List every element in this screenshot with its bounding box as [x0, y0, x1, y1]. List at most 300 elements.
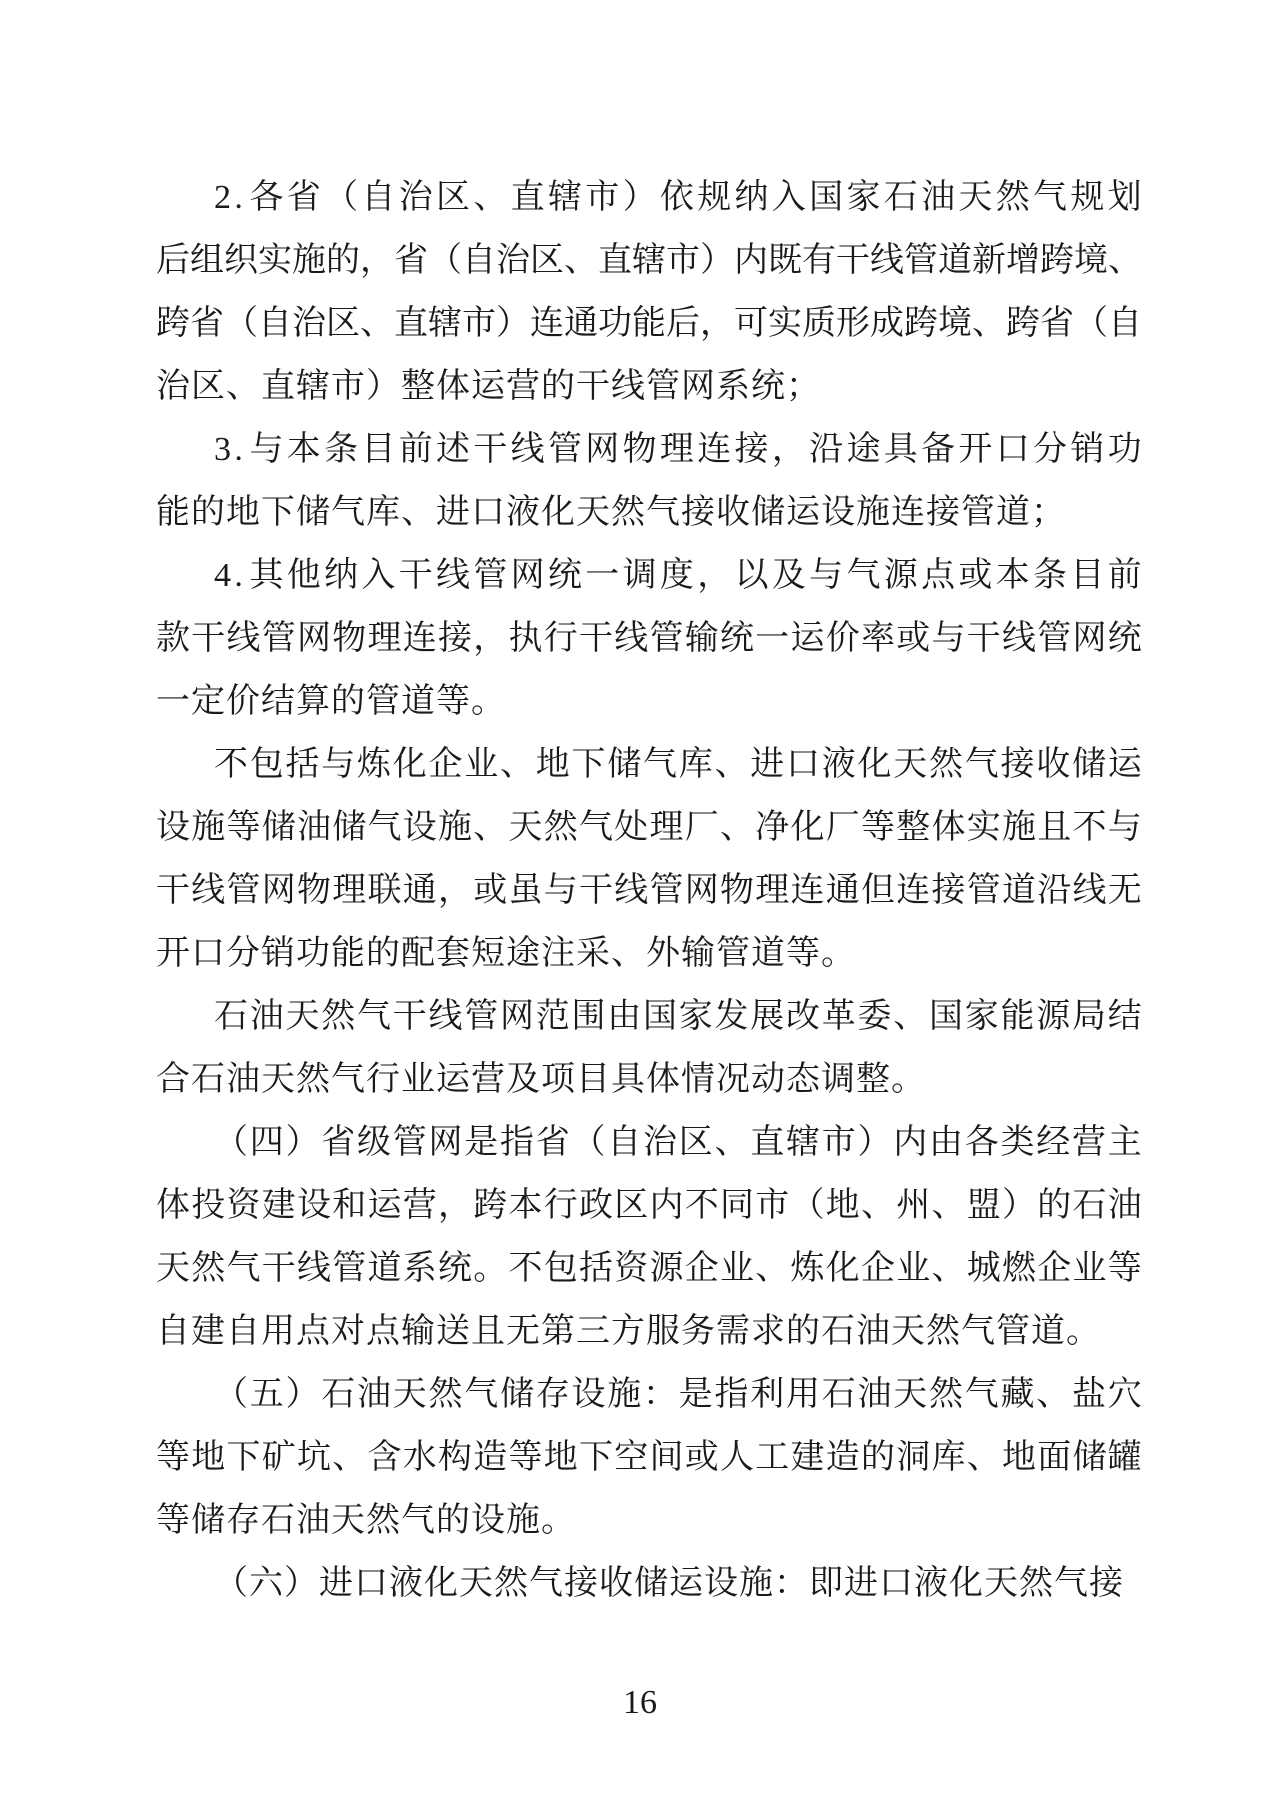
- text-char: 连: [896, 872, 931, 909]
- text-char: 处: [614, 809, 649, 846]
- text-char: 或: [473, 872, 508, 909]
- text-char: 境: [1074, 242, 1108, 279]
- text-char: 自: [462, 242, 496, 279]
- text-char: 营: [402, 1187, 437, 1224]
- text-char: 管: [547, 431, 582, 468]
- text-char: ）: [1002, 1187, 1036, 1224]
- text-char: 内: [649, 1187, 684, 1224]
- text-char: 口: [786, 746, 820, 783]
- text-char: 直: [510, 179, 545, 216]
- text-char: 织: [224, 242, 258, 279]
- text-char: 指: [500, 1124, 534, 1161]
- text-char: 行: [543, 1187, 578, 1224]
- text-char: 度: [659, 557, 694, 594]
- text-char: 造: [825, 1439, 860, 1476]
- text-char: 、: [1036, 1376, 1071, 1413]
- text-char: 市: [755, 1187, 790, 1224]
- text-char: 联: [367, 872, 402, 909]
- text-char: 其: [249, 557, 284, 594]
- text-char: 增: [1006, 242, 1040, 279]
- text-char: 道: [367, 1250, 402, 1287]
- text-char: 跨: [473, 1187, 508, 1224]
- text-char: 管: [966, 872, 1001, 909]
- text-char: 管: [261, 620, 296, 657]
- text-char: 条: [324, 431, 359, 468]
- text-char: 库: [678, 746, 713, 783]
- text-char: 理: [659, 431, 694, 468]
- text-char: 网: [510, 557, 545, 594]
- text-char: 款: [156, 620, 190, 657]
- text-char: 或: [958, 557, 993, 594]
- text-char: 盟: [966, 1187, 1001, 1224]
- text-char: 、: [714, 746, 749, 783]
- text-char: （: [324, 179, 359, 216]
- text-char: 道: [1002, 872, 1036, 909]
- text-line: 等储存石油天然气的设施。: [156, 1502, 576, 1539]
- text-char: 内: [893, 1124, 928, 1161]
- text-char: 沿: [1037, 872, 1072, 909]
- text-line: 自建自用点对点输送且无第三方服务需求的石油天然气管道。: [156, 1313, 1101, 1350]
- text-char: 且: [1037, 809, 1072, 846]
- text-char: 资: [614, 1250, 649, 1287]
- text-char: 销: [1070, 431, 1105, 468]
- text-char: 然: [995, 179, 1030, 216]
- text-char: 连: [790, 872, 825, 909]
- text-char: ，: [771, 431, 806, 468]
- text-char: 与: [809, 557, 844, 594]
- text-char: 物: [622, 431, 657, 468]
- text-char: 形: [836, 305, 870, 342]
- text-char: 的: [326, 242, 360, 279]
- text-char: 管: [392, 1124, 427, 1161]
- text-char: 口: [995, 431, 1030, 468]
- text-char: 局: [1072, 998, 1106, 1035]
- text-char: 接: [438, 620, 472, 657]
- text-char: 省: [1040, 305, 1074, 342]
- text-char: ）: [622, 179, 657, 216]
- text-char: ）: [496, 305, 530, 342]
- text-char: 等: [861, 809, 895, 846]
- text-char: 线: [436, 557, 470, 594]
- text-char: 线: [428, 998, 463, 1035]
- text-char: 或: [896, 620, 931, 657]
- text-char: 石: [214, 998, 248, 1035]
- text-char: 市: [585, 179, 620, 216]
- text-char: 化: [857, 746, 892, 783]
- text-char: .: [234, 557, 243, 594]
- text-char: 区: [326, 305, 360, 342]
- text-char: 述: [436, 431, 470, 468]
- text-char: 化: [790, 809, 825, 846]
- text-char: 4: [214, 557, 231, 594]
- text-char: 、: [861, 1187, 895, 1224]
- text-char: 、: [473, 809, 508, 846]
- text-char: 网: [428, 1124, 463, 1161]
- text-char: 家: [964, 998, 999, 1035]
- text-char: 统: [720, 620, 754, 657]
- text-char: 然: [428, 1376, 463, 1413]
- text-char: 洞: [896, 1439, 931, 1476]
- text-char: 业: [896, 1250, 931, 1287]
- text-char: 功: [1107, 431, 1142, 468]
- text-char: 途: [846, 431, 881, 468]
- text-char: 新: [972, 242, 1006, 279]
- text-char: 施: [191, 809, 226, 846]
- text-char: 地: [191, 1439, 226, 1476]
- text-char: 然: [929, 746, 963, 783]
- text-char: 存: [535, 1376, 570, 1413]
- text-char: 然: [191, 1250, 226, 1287]
- text-char: 、: [332, 1439, 367, 1476]
- text-char: 委: [857, 998, 892, 1035]
- text-char: 穴: [1107, 1376, 1142, 1413]
- text-char: 接: [931, 872, 966, 909]
- text-char: 跨: [156, 305, 190, 342]
- text-char: 线: [614, 620, 649, 657]
- text-char: 治: [292, 305, 326, 342]
- text-char: 储: [1072, 746, 1106, 783]
- text-char: 整: [896, 809, 931, 846]
- text-char: 能: [632, 305, 666, 342]
- text-char: 设: [297, 1187, 331, 1224]
- text-char: 线: [614, 872, 649, 909]
- text-char: 本: [995, 557, 1030, 594]
- text-char: 线: [191, 872, 226, 909]
- text-char: 治: [398, 179, 433, 216]
- text-char: 后: [666, 305, 700, 342]
- text-char: 系: [402, 1250, 437, 1287]
- text-char: 省: [321, 1124, 356, 1161]
- text-char: 括: [285, 746, 320, 783]
- text-char: 网: [500, 998, 534, 1035]
- text-char: 、: [360, 305, 394, 342]
- text-char: 家: [678, 998, 713, 1035]
- text-char: 体: [931, 809, 966, 846]
- text-char: 国: [809, 179, 844, 216]
- text-char: 设: [156, 809, 190, 846]
- text-char: 革: [821, 998, 856, 1035]
- text-char: 干: [392, 998, 427, 1035]
- text-char: 液: [821, 746, 856, 783]
- text-char: 储: [261, 809, 296, 846]
- text-char: 发: [714, 998, 749, 1035]
- text-char: 石: [821, 1376, 856, 1413]
- text-char: 业: [720, 1250, 754, 1287]
- text-char: 境: [938, 305, 972, 342]
- text-char: 前: [398, 431, 433, 468]
- text-char: 、: [931, 1250, 966, 1287]
- text-line: [156, 607, 1142, 670]
- text-char: 虽: [508, 872, 543, 909]
- text-line: [156, 1426, 1142, 1489]
- text-char: 然: [929, 1376, 963, 1413]
- text-char: 区: [678, 1124, 713, 1161]
- text-char: 城: [966, 1250, 1001, 1287]
- text-char: （: [224, 305, 258, 342]
- text-char: ）: [285, 1124, 320, 1161]
- text-char: 与: [249, 431, 284, 468]
- text-char: 辖: [428, 305, 462, 342]
- text-line: [156, 985, 1142, 1048]
- text-line: [156, 229, 1142, 292]
- text-char: 然: [321, 998, 356, 1035]
- text-line: 合石油天然气行业运营及项目具体情况动态调整。: [156, 1061, 926, 1098]
- text-char: 价: [825, 620, 860, 657]
- text-char: 点: [921, 557, 956, 594]
- text-char: 天: [156, 1250, 190, 1287]
- text-char: 炼: [357, 746, 391, 783]
- text-char: 实: [258, 242, 292, 279]
- text-char: 气: [357, 998, 391, 1035]
- text-char: 与: [543, 872, 578, 909]
- text-char: 治: [643, 1124, 677, 1161]
- text-char: 。: [473, 1250, 508, 1287]
- text-char: 矿: [261, 1439, 296, 1476]
- text-char: 通: [564, 305, 598, 342]
- text-char: 通: [402, 872, 437, 909]
- text-char: 和: [332, 1187, 367, 1224]
- text-char: 网: [585, 431, 620, 468]
- text-char: 规: [1070, 179, 1105, 216]
- text-char: 管: [649, 620, 684, 657]
- text-line: [156, 544, 1142, 607]
- text-char: 网: [297, 620, 331, 657]
- text-char: （: [214, 1376, 248, 1413]
- text-char: ：: [643, 1376, 677, 1413]
- text-char: 、: [720, 809, 754, 846]
- text-char: 区: [436, 179, 470, 216]
- text-char: 范: [535, 998, 570, 1035]
- text-char: 有: [802, 242, 836, 279]
- text-char: 与: [931, 620, 966, 657]
- text-char: 各: [249, 179, 284, 216]
- text-char: 辖: [632, 242, 666, 279]
- text-char: 的: [861, 1439, 895, 1476]
- text-char: 地: [1002, 1439, 1036, 1476]
- text-char: 改: [786, 998, 820, 1035]
- text-char: 石: [321, 1376, 356, 1413]
- text-char: 网: [261, 872, 296, 909]
- text-char: 质: [802, 305, 836, 342]
- text-char: 物: [720, 872, 754, 909]
- text-char: 天: [958, 179, 993, 216]
- text-char: 直: [598, 242, 632, 279]
- text-char: 油: [357, 1376, 391, 1413]
- text-char: 天: [508, 809, 543, 846]
- text-char: 家: [846, 179, 881, 216]
- text-char: 率: [861, 620, 895, 657]
- text-char: 设: [571, 1376, 606, 1413]
- text-char: 由: [929, 1124, 963, 1161]
- text-char: 、: [972, 305, 1006, 342]
- text-char: ，: [360, 242, 394, 279]
- text-char: 具: [883, 431, 918, 468]
- text-char: 、: [500, 746, 534, 783]
- text-char: 面: [1037, 1439, 1072, 1476]
- text-char: 接: [1000, 746, 1035, 783]
- text-char: 道: [938, 242, 972, 279]
- text-char: 线: [297, 1250, 331, 1287]
- text-char: 组: [190, 242, 224, 279]
- text-char: 投: [191, 1187, 226, 1224]
- text-char: 炼: [790, 1250, 825, 1287]
- text-char: 地: [535, 746, 570, 783]
- text-char: ）: [700, 242, 734, 279]
- text-char: 气: [579, 809, 613, 846]
- text-char: 不: [214, 746, 248, 783]
- text-char: 能: [1000, 998, 1035, 1035]
- text-char: 省: [286, 179, 321, 216]
- text-char: 油: [857, 1376, 892, 1413]
- text-char: 不: [684, 1187, 719, 1224]
- text-line: [156, 1363, 1142, 1426]
- text-char: 、: [966, 1439, 1001, 1476]
- text-line: [156, 1237, 1142, 1300]
- text-char: 气: [226, 1250, 261, 1287]
- text-char: 企: [684, 1250, 719, 1287]
- text-char: 储: [500, 1376, 534, 1413]
- text-char: 直: [750, 1124, 785, 1161]
- text-char: 等: [508, 1439, 543, 1476]
- text-char: 管: [1037, 620, 1072, 657]
- text-char: 含: [367, 1439, 402, 1476]
- text-line: [156, 733, 1142, 796]
- text-char: 级: [357, 1124, 391, 1161]
- text-char: 线: [1002, 620, 1036, 657]
- text-char: .: [234, 431, 243, 468]
- text-char: 与: [1107, 809, 1142, 846]
- text-char: 利: [750, 1376, 785, 1413]
- text-char: 纳: [734, 179, 769, 216]
- text-char: 的: [1037, 1187, 1072, 1224]
- text-char: 、: [1108, 242, 1142, 279]
- text-char: 一: [585, 557, 620, 594]
- text-char: 源: [1036, 998, 1071, 1035]
- text-char: 与: [321, 746, 356, 783]
- text-char: 管: [904, 242, 938, 279]
- text-char: 管: [332, 1250, 367, 1287]
- text-char: 实: [966, 809, 1001, 846]
- text-char: 调: [622, 557, 657, 594]
- text-char: 运: [367, 1187, 402, 1224]
- text-char: 直: [394, 305, 428, 342]
- text-char: 源: [649, 1250, 684, 1287]
- text-char: 下: [571, 746, 606, 783]
- text-char: 前: [1107, 557, 1142, 594]
- text-char: 、: [564, 242, 598, 279]
- text-char: 但: [861, 872, 895, 909]
- text-char: 油: [249, 998, 284, 1035]
- text-char: 施: [292, 242, 326, 279]
- text-char: 实: [768, 305, 802, 342]
- text-char: 天: [893, 1376, 928, 1413]
- text-char: 入: [771, 179, 806, 216]
- text-char: 、: [931, 1187, 966, 1224]
- text-char: 净: [755, 809, 790, 846]
- text-char: 输: [684, 620, 719, 657]
- text-char: 造: [473, 1439, 508, 1476]
- text-char: ，: [697, 557, 732, 594]
- text-char: 理: [332, 872, 367, 909]
- text-char: 条: [1033, 557, 1067, 594]
- text-char: 空: [614, 1439, 649, 1476]
- text-char: 统: [438, 1250, 472, 1287]
- text-char: 储: [332, 809, 367, 846]
- text-char: 无: [1107, 872, 1142, 909]
- text-char: 石: [1072, 1187, 1107, 1224]
- text-char: 运: [1107, 746, 1142, 783]
- text-char: 人: [720, 1439, 754, 1476]
- text-char: 自: [607, 1124, 642, 1161]
- text-line: 一定价结算的管道等。: [156, 683, 506, 720]
- text-char: 干: [473, 431, 508, 468]
- text-char: 线: [870, 242, 904, 279]
- text-char: 及: [771, 557, 806, 594]
- text-char: 3: [214, 431, 231, 468]
- text-char: 国: [929, 998, 963, 1035]
- text-char: 、: [473, 179, 508, 216]
- text-char: 国: [643, 998, 677, 1035]
- text-char: 业: [1072, 1250, 1107, 1287]
- text-char: 间: [649, 1439, 684, 1476]
- text-char: 化: [825, 1250, 860, 1287]
- text-char: 五: [249, 1376, 284, 1413]
- text-char: 等: [226, 809, 261, 846]
- document-body: [156, 166, 1142, 1615]
- text-char: 网: [1072, 620, 1107, 657]
- text-char: 自: [361, 179, 396, 216]
- text-char: 市: [821, 1124, 856, 1161]
- text-char: 展: [750, 998, 785, 1035]
- text-char: 备: [921, 431, 956, 468]
- text-char: 物: [332, 620, 367, 657]
- text-line: [156, 1174, 1142, 1237]
- text-char: 划: [1107, 179, 1142, 216]
- text-char: 资: [226, 1187, 261, 1224]
- text-char: 后: [156, 242, 190, 279]
- text-char: 燃: [1002, 1250, 1036, 1287]
- text-char: 藏: [1000, 1376, 1035, 1413]
- text-char: 理: [755, 872, 790, 909]
- text-char: 收: [1036, 746, 1071, 783]
- text-char: 2: [214, 179, 231, 216]
- text-line: 治区、直辖市）整体运营的干线管网系统；: [156, 368, 821, 405]
- text-char: 行: [543, 620, 578, 657]
- text-line: [156, 418, 1142, 481]
- text-char: 用: [786, 1376, 820, 1413]
- text-char: 连: [530, 305, 564, 342]
- text-char: 设: [402, 809, 437, 846]
- text-char: 一: [755, 620, 790, 657]
- text-char: 同: [720, 1187, 754, 1224]
- text-char: 由: [607, 998, 642, 1035]
- text-char: 或: [684, 1439, 719, 1476]
- text-char: 营: [1072, 1124, 1106, 1161]
- text-char: 主: [1107, 1124, 1142, 1161]
- text-char: 气: [1033, 179, 1067, 216]
- text-char: 既: [768, 242, 802, 279]
- text-char: 是: [464, 1124, 499, 1161]
- text-char: 跨: [1040, 242, 1074, 279]
- text-char: 气: [367, 809, 402, 846]
- text-char: 目: [1070, 557, 1105, 594]
- text-line: 能的地下储气库、进口液化天然气接收储运设施连接管道；: [156, 494, 1066, 531]
- text-char: 括: [579, 1250, 613, 1287]
- text-char: 各: [964, 1124, 999, 1161]
- text-char: 下: [579, 1439, 613, 1476]
- text-char: 功: [598, 305, 632, 342]
- text-char: 厂: [684, 809, 719, 846]
